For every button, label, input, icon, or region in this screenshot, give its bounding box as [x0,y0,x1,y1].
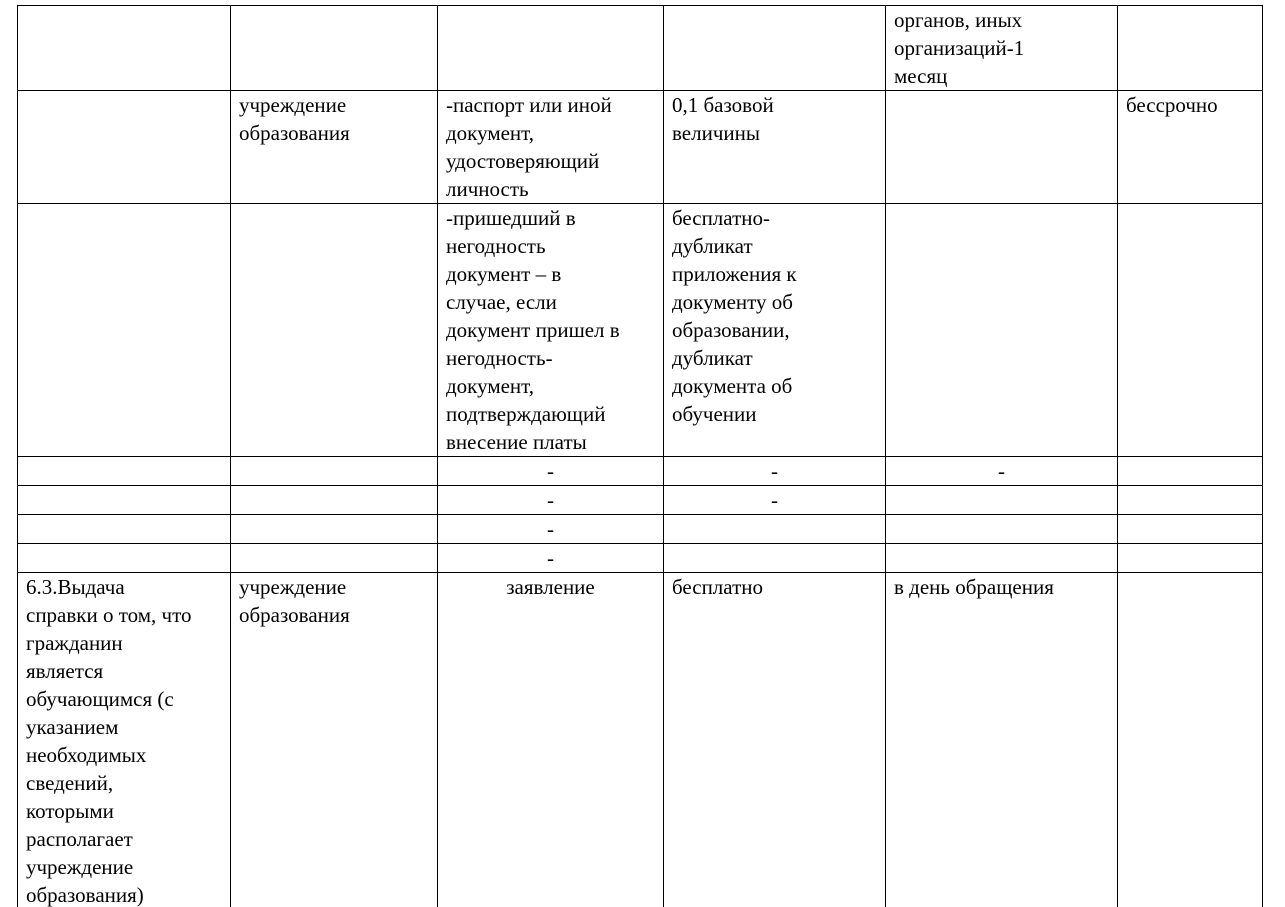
table-cell [886,544,1118,573]
table-cell [886,204,1118,457]
table-cell [231,515,438,544]
table-cell [1118,515,1263,544]
deadline-cell: органов, иных организаций-1 месяц [886,6,1118,91]
table-cell [1118,486,1263,515]
table-cell [1118,6,1263,91]
table-row [18,6,1263,91]
table-cell [18,457,231,486]
fee-cell: бесплатно- дубликат приложения к документу об образовании, дубликат документа об обучении [664,204,886,457]
validity-cell: бессрочно [1118,91,1263,204]
authority-cell: учреждение образования [231,91,438,204]
table-cell [886,486,1118,515]
dash-cell: - [438,544,664,573]
dash-cell: - [438,486,664,515]
authority-cell: учреждение образования [231,573,438,907]
table-cell [18,91,231,204]
dash-cell: - [438,515,664,544]
dash-cell: - [886,457,1118,486]
deadline-cell [886,91,1118,204]
table-cell [664,6,886,91]
table-cell [18,204,231,457]
table-cell [231,6,438,91]
table-cell [231,457,438,486]
procedures-table [17,5,1263,907]
fee-cell: бесплатно [664,573,886,907]
documents-cell: -паспорт или иной документ, удостоверяющий личность [438,91,664,204]
deadline-cell: в день обращения [886,573,1118,907]
table-row [18,515,1263,544]
table-cell [231,204,438,457]
documents-cell: -пришедший в негодность документ – в случае, если документ пришел в негодность- документ, подтверждающий внесение платы [438,204,664,457]
documents-cell: заявление [438,573,664,907]
table-cell [18,6,231,91]
table-row [18,486,1263,515]
table-row [18,204,1263,457]
procedure-name-cell: 6.3.Выдача справки о том, что гражданин является обучающимся (с указанием необходимых сведений, которыми располагает учреждение образования) [18,573,231,907]
table-cell [1118,544,1263,573]
table-cell [664,544,886,573]
dash-cell: - [664,457,886,486]
table-row [18,544,1263,573]
table-row [18,457,1263,486]
validity-cell [1118,573,1263,907]
table-cell [18,515,231,544]
table-cell [231,544,438,573]
dash-cell: - [438,457,664,486]
table-cell [886,515,1118,544]
table-cell [231,486,438,515]
dash-cell: - [664,486,886,515]
table-cell [18,486,231,515]
fee-cell: 0,1 базовой величины [664,91,886,204]
table-row [18,91,1263,204]
table-row [18,573,1263,907]
table-cell [18,544,231,573]
table-cell [438,6,664,91]
table-cell [664,515,886,544]
table-cell [1118,457,1263,486]
table-cell [1118,204,1263,457]
